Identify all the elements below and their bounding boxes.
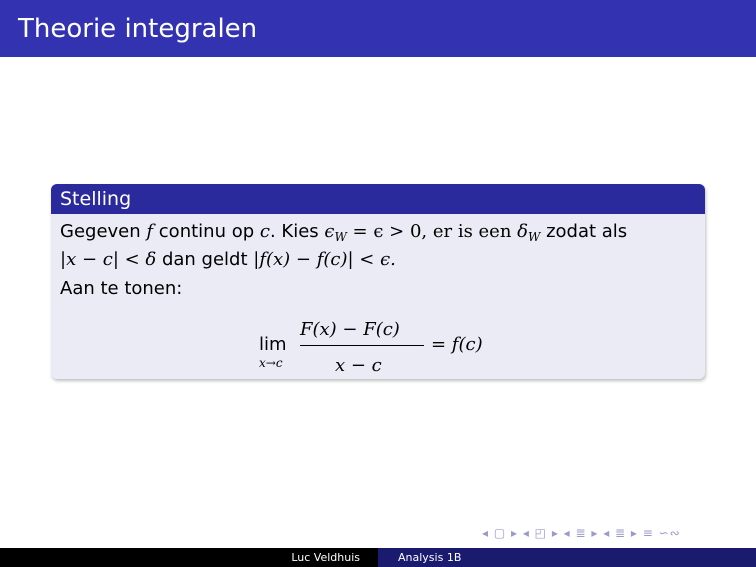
footer [0,548,756,567]
beamer-navigation-icons[interactable]: ◂ ▢ ▸ ◂ ◰ ▸ ◂ ≣ ▸ ◂ ≣ ▸ ≡ ∽∾ [482,526,681,540]
limit-formula [51,314,705,379]
text: continu op [153,221,260,242]
text: dan geldt [156,249,254,270]
theorem-line-1 [60,221,627,242]
fraction-denominator: x − c [335,355,382,376]
math-epsilon: ϵ [324,221,335,242]
math-c: c [259,221,270,242]
text: . Kies [269,221,325,242]
theorem-heading: Stelling [60,188,132,210]
footer-course: Analysis 1B [398,551,462,564]
text: Gegeven [60,221,147,242]
lim-subscript: x→c [259,356,283,370]
math-condition: |x − c| < δ [60,249,157,270]
fraction-numerator: F(x) − F(c) [300,319,400,340]
theorem-block [51,184,705,379]
subscript-w: W [528,230,541,244]
frame-title-bar [0,0,756,57]
subscript-w: W [334,230,347,244]
math-f: f [146,221,154,242]
theorem-line-3: Aan te tonen: [60,278,183,299]
math-conclusion: |f(x) − f(c)| < ϵ. [253,249,396,270]
theorem-header [51,184,705,214]
theorem-line-2 [60,249,396,270]
math-delta: δ [517,221,528,242]
math-eq: = ϵ > 0, er is een [346,221,518,242]
lim-operator: lim [259,334,287,355]
frame-title: Theorie integralen [18,14,258,44]
formula-rhs: = f(c) [431,334,483,355]
text: zodat als [540,221,628,242]
footer-left [0,548,378,567]
fraction-bar [300,345,424,346]
footer-author: Luc Veldhuis [291,551,360,564]
footer-right [378,548,756,567]
